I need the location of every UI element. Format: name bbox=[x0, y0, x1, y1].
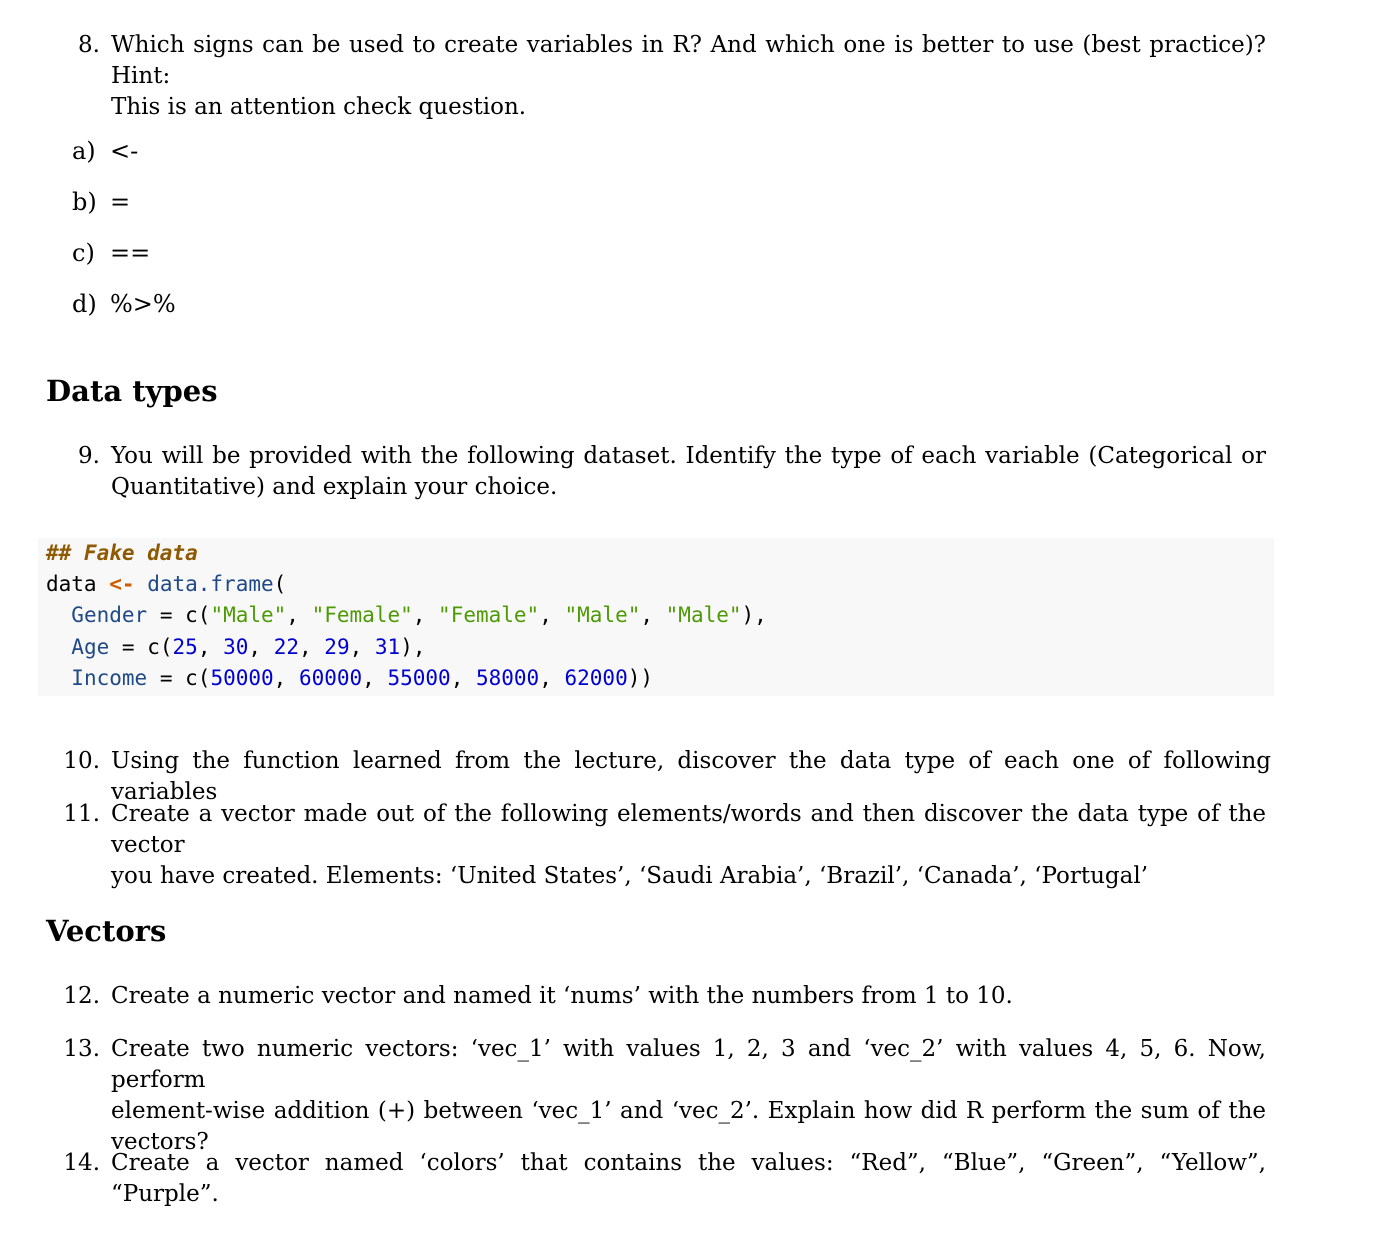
code-string: "Male" bbox=[210, 603, 287, 627]
option-text: = bbox=[110, 188, 131, 216]
code-string: "Male" bbox=[564, 603, 641, 627]
code-function: c bbox=[185, 603, 198, 627]
question-text-line: element-wise addition (+) between ‘vec_1’ and ‘vec_2’. Explain how did R perform the sum of the bbox=[111, 1098, 1266, 1124]
question-number: 8. bbox=[78, 32, 100, 58]
code-equals: = bbox=[159, 666, 173, 690]
code-function: c bbox=[185, 666, 198, 690]
question-text-line: Using the function learned from the lecture, discover the data type of each one of following variables bbox=[111, 748, 1271, 805]
code-variable: data bbox=[46, 572, 97, 596]
option-label: a) bbox=[72, 137, 96, 165]
code-arg-name: Age bbox=[71, 635, 110, 659]
code-line-assign bbox=[46, 569, 286, 601]
code-line-comment bbox=[46, 538, 198, 570]
question-text-line: vectors? bbox=[111, 1129, 209, 1155]
question-text-line: Create two numeric vectors: ‘vec_1’ with values 1, 2, 3 and ‘vec_2’ with values 4, 5, 6. Now, perform bbox=[111, 1036, 1266, 1093]
option-a bbox=[72, 136, 138, 166]
code-number: 62000 bbox=[564, 666, 628, 690]
code-comment: ## Fake data bbox=[46, 541, 198, 565]
section-heading-data-types: Data types bbox=[46, 374, 218, 408]
code-string: "Female" bbox=[438, 603, 540, 627]
code-number: 55000 bbox=[387, 666, 451, 690]
question-text-line: Create a numeric vector and named it ‘nums’ with the numbers from 1 to 10. bbox=[111, 983, 1013, 1009]
question-text-line: This is an attention check question. bbox=[111, 94, 527, 120]
code-function: data.frame bbox=[147, 572, 274, 596]
code-arg-name: Gender bbox=[71, 603, 148, 627]
option-label: d) bbox=[72, 290, 97, 318]
code-operator: <- bbox=[109, 572, 135, 596]
code-equals: = bbox=[121, 635, 135, 659]
code-string: "Male" bbox=[665, 603, 742, 627]
code-number: 22 bbox=[273, 635, 299, 659]
code-number: 31 bbox=[374, 635, 401, 659]
question-number: 14. bbox=[63, 1150, 100, 1176]
question-text-line: you have created. Elements: ‘United States’, ‘Saudi Arabia’, ‘Brazil’, ‘Canada’, ‘Portugal’ bbox=[111, 863, 1149, 889]
option-text: <- bbox=[110, 137, 139, 165]
option-label: b) bbox=[72, 188, 97, 216]
code-number: 50000 bbox=[210, 666, 274, 690]
code-block bbox=[38, 538, 1274, 696]
question-number: 13. bbox=[63, 1036, 100, 1062]
code-line-gender: Gender = c("Male", "Female", "Female", "Male", "Male"), bbox=[71, 603, 767, 627]
code-number: 25 bbox=[172, 635, 198, 659]
code-number: 60000 bbox=[298, 666, 363, 690]
option-text: == bbox=[110, 239, 151, 267]
code-string: "Female" bbox=[311, 603, 413, 627]
section-heading-vectors: Vectors bbox=[46, 914, 167, 948]
code-line-age: Age = c(25, 30, 22, 29, 31), bbox=[71, 635, 426, 659]
question-text-line: You will be provided with the following dataset. Identify the type of each variable (Categorical or bbox=[111, 443, 1266, 469]
code-number: 30 bbox=[223, 635, 249, 659]
option-c bbox=[72, 238, 150, 268]
question-text-line: Quantitative) and explain your choice. bbox=[111, 474, 558, 500]
question-number: 12. bbox=[63, 983, 100, 1009]
question-text-line: Create a vector named ‘colors’ that contains the values: “Red”, “Blue”, “Green”, “Yellow”, “Purple”. bbox=[111, 1150, 1266, 1207]
code-arg-name: Income bbox=[71, 666, 148, 690]
code-number: 29 bbox=[324, 635, 350, 659]
code-line-income: Income = c(50000, 60000, 55000, 58000, 62000)) bbox=[71, 666, 654, 690]
question-number: 10. bbox=[63, 748, 100, 774]
option-text: %>% bbox=[110, 290, 176, 318]
option-b bbox=[72, 187, 130, 217]
code-equals: = bbox=[159, 603, 173, 627]
question-text-line: Which signs can be used to create variables in R? And which one is better to use (best practice)? Hint: bbox=[111, 32, 1266, 89]
code-paren: ( bbox=[273, 572, 287, 596]
question-number: 9. bbox=[78, 443, 100, 469]
question-text-line: Create a vector made out of the following elements/words and then discover the data type of the vector bbox=[111, 801, 1266, 858]
code-number: 58000 bbox=[475, 666, 540, 690]
option-d bbox=[72, 289, 176, 319]
code-function: c bbox=[147, 635, 160, 659]
option-label: c) bbox=[72, 239, 95, 267]
question-number: 11. bbox=[63, 801, 100, 827]
